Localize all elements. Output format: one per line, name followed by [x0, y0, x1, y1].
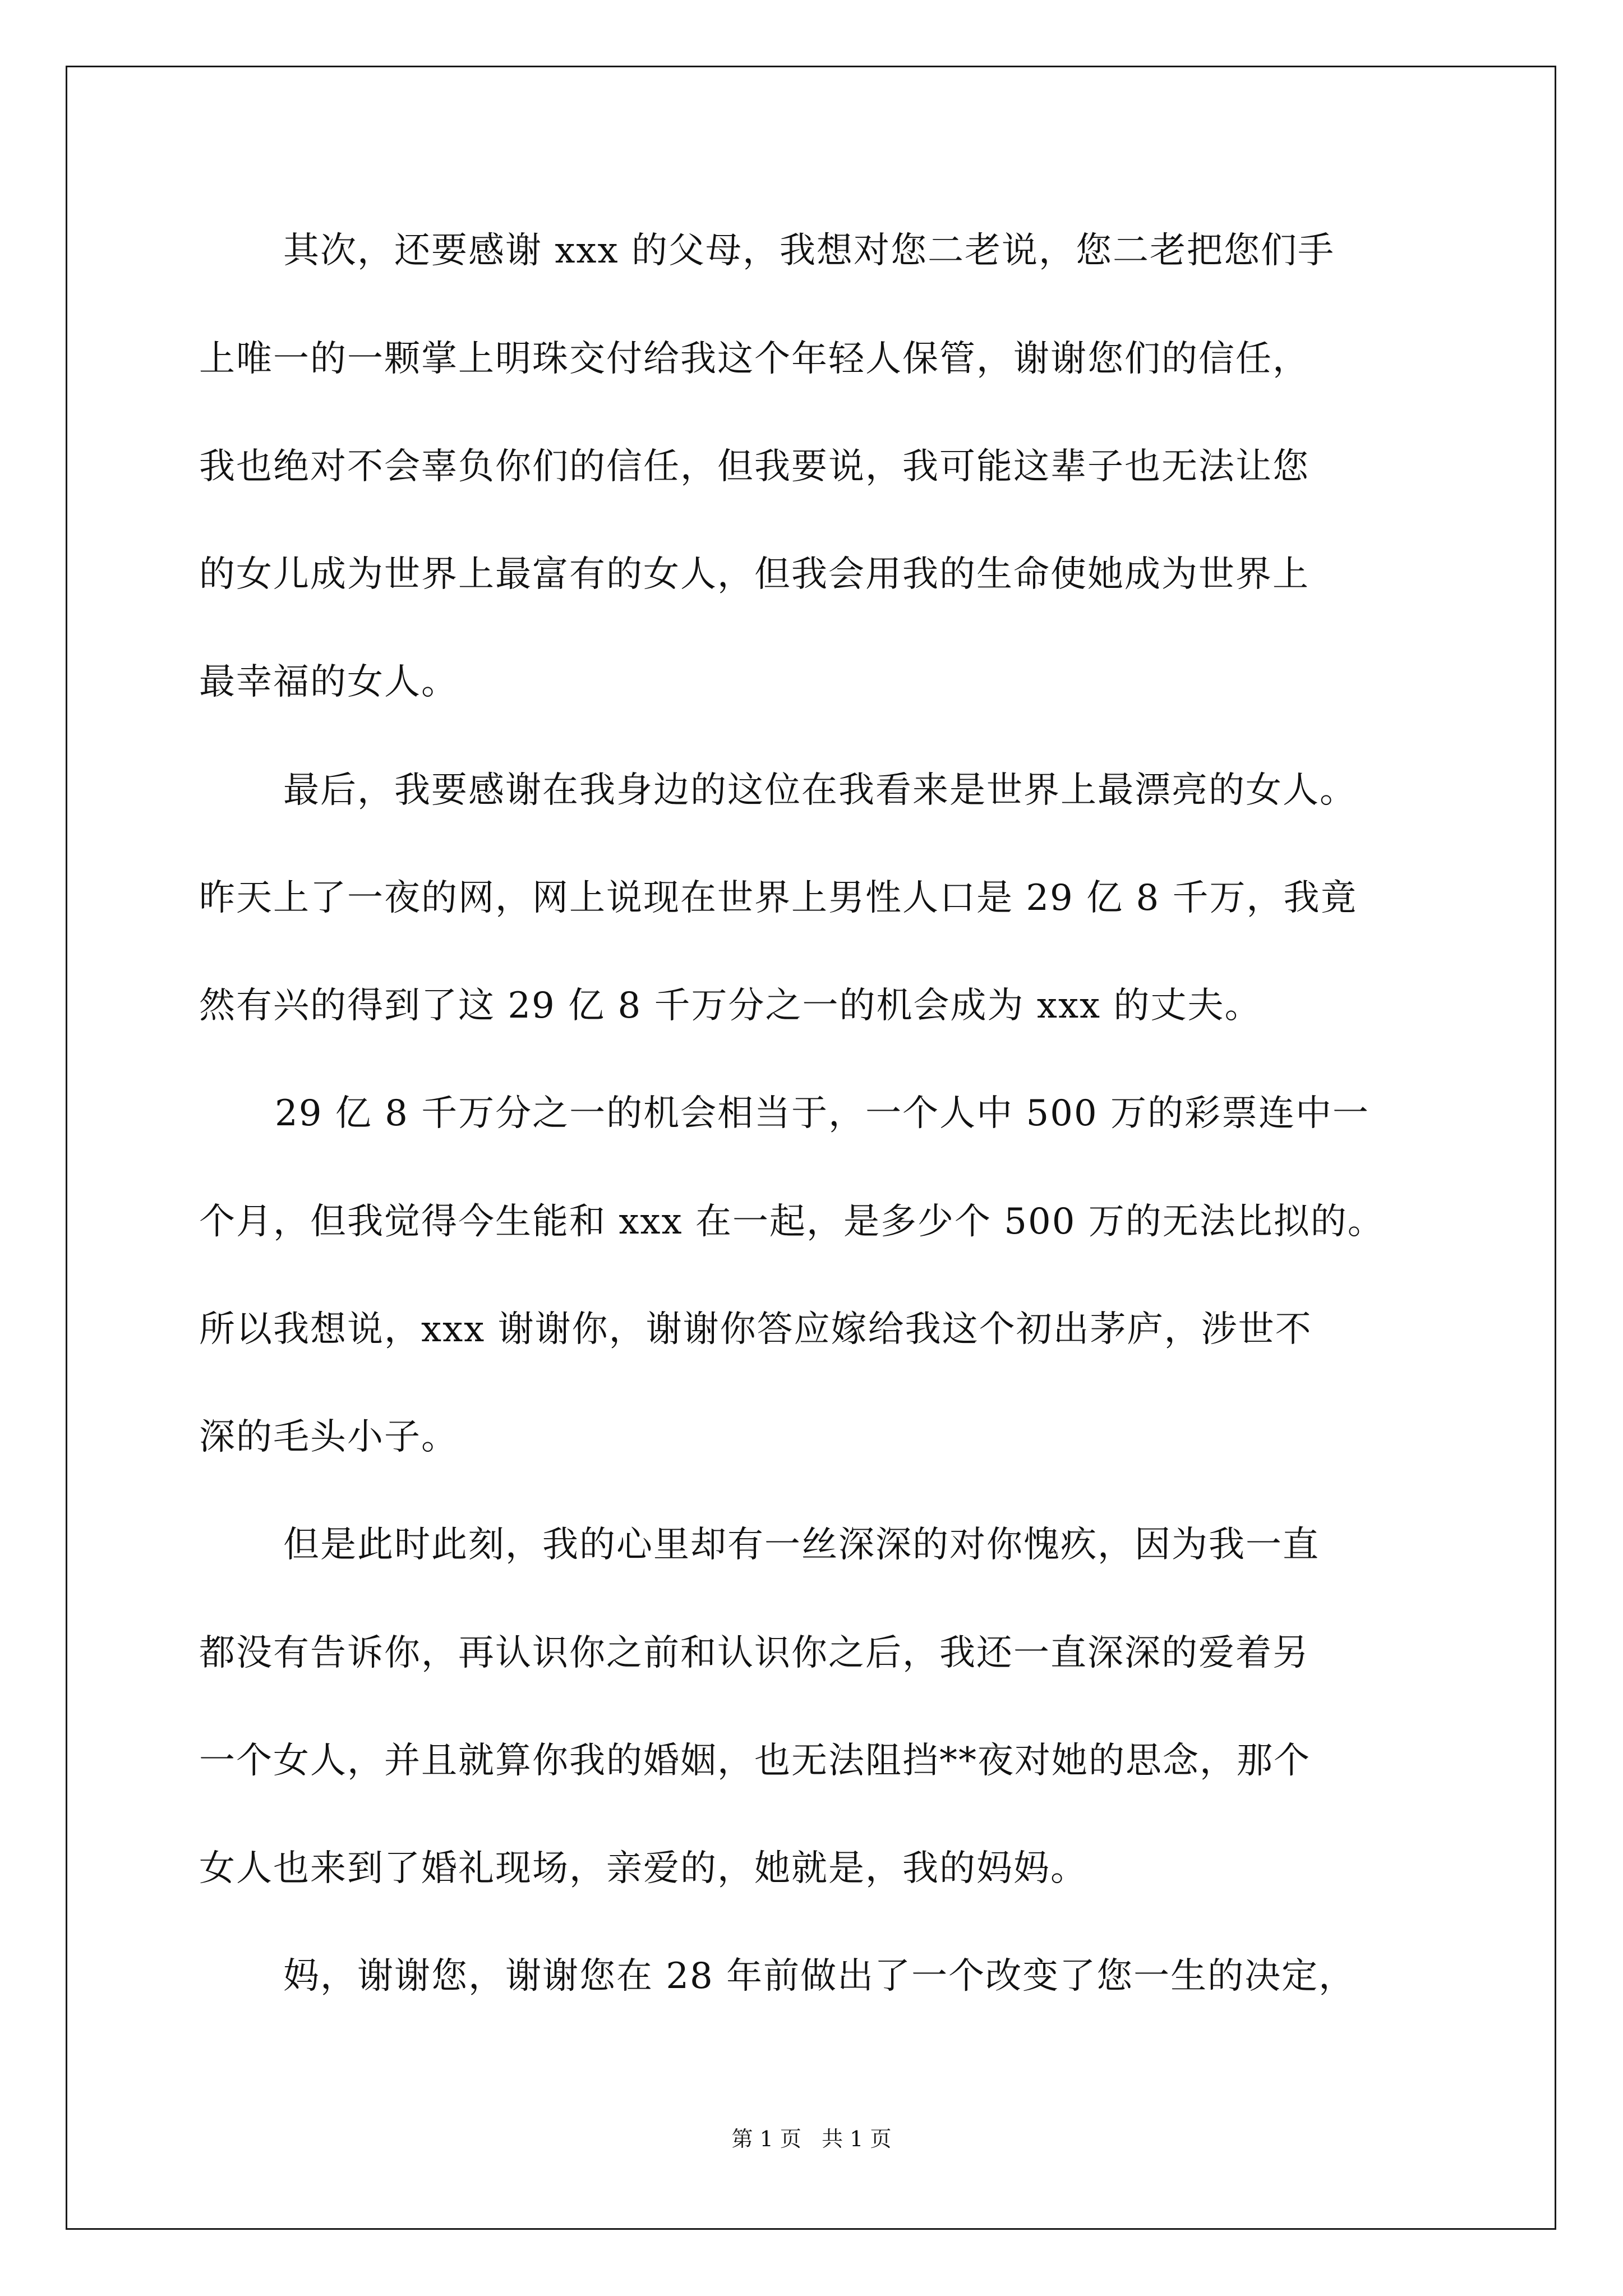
text-line: 个月，但我觉得今生能和 xxx 在一起，是多少个 500 万的无法比拟的。 — [199, 1201, 1385, 1243]
text-line: 都没有告诉你，再认识你之前和认识你之后，我还一直深深的爱着另 — [199, 1632, 1310, 1674]
text-line: 一个女人，并且就算你我的婚姻，也无法阻挡**夜对她的思念，那个 — [199, 1740, 1311, 1782]
text-line: 我也绝对不会辜负你们的信任，但我要说，我可能这辈子也无法让您 — [199, 446, 1310, 487]
text-line: 29 亿 8 千万分之一的机会相当于，一个人中 500 万的彩票连中一 — [275, 1093, 1370, 1134]
page-footer: 第 1 页 共 1 页 — [731, 2127, 892, 2151]
page-border — [66, 66, 1556, 2230]
text-line: 的女儿成为世界上最富有的女人，但我会用我的生命使她成为世界上 — [199, 554, 1310, 595]
text-line: 女人也来到了婚礼现场，亲爱的，她就是，我的妈妈。 — [199, 1848, 1087, 1889]
text-line: 妈，谢谢您，谢谢您在 28 年前做出了一个改变了您一生的决定， — [283, 1955, 1356, 1997]
text-line: 昨天上了一夜的网，网上说现在世界上男性人口是 29 亿 8 千万，我竟 — [199, 877, 1358, 919]
text-line: 但是此时此刻，我的心里却有一丝深深的对你愧疚，因为我一直 — [283, 1524, 1320, 1566]
text-line: 上唯一的一颗掌上明珠交付给我这个年轻人保管，谢谢您们的信任， — [199, 338, 1310, 380]
text-line: 然有兴的得到了这 29 亿 8 千万分之一的机会成为 xxx 的丈夫。 — [199, 985, 1262, 1027]
text-line: 最后，我要感谢在我身边的这位在我看来是世界上最漂亮的女人。 — [283, 770, 1357, 811]
text-line: 其次，还要感谢 xxx 的父母，我想对您二老说，您二老把您们手 — [283, 230, 1335, 272]
text-line: 深的毛头小子。 — [199, 1416, 458, 1458]
text-line: 所以我想说，xxx 谢谢你，谢谢你答应嫁给我这个初出茅庐，涉世不 — [199, 1309, 1312, 1350]
text-line: 最幸福的女人。 — [199, 661, 458, 703]
